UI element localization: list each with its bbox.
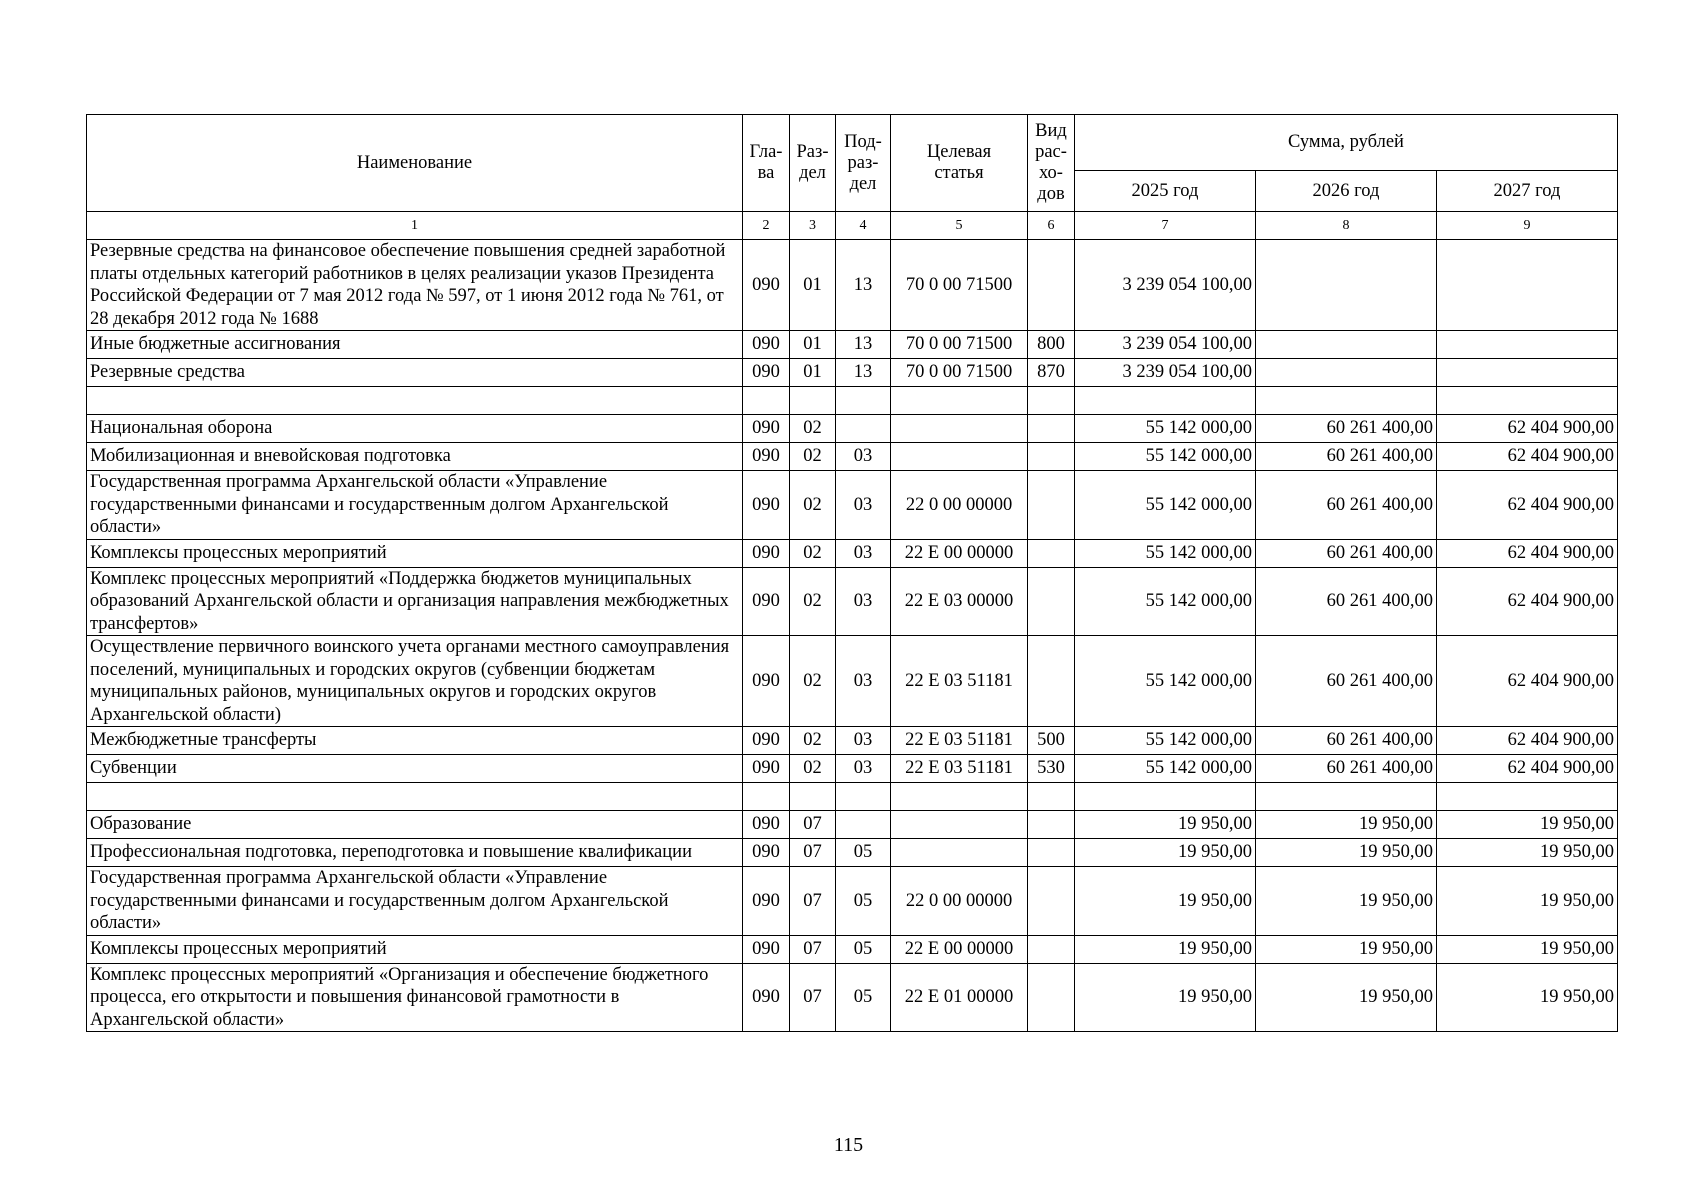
table-body (87, 240, 1618, 1032)
row-name: Мобилизационная и вневойсковая подготовка (87, 443, 743, 471)
row-vid (1028, 240, 1075, 331)
row-razdel: 07 (790, 811, 836, 839)
row-sum-2027: 19 950,00 (1437, 839, 1618, 867)
row-vid (1028, 811, 1075, 839)
row-glava: 090 (743, 240, 790, 331)
row-glava: 090 (743, 963, 790, 1032)
row-sum-2027: 62 404 900,00 (1437, 755, 1618, 783)
header-name: Наименование (87, 115, 743, 212)
row-razdel: 07 (790, 867, 836, 936)
row-sum-2026 (1256, 359, 1437, 387)
row-statya (891, 839, 1028, 867)
row-sum-2025: 19 950,00 (1075, 839, 1256, 867)
row-statya (891, 811, 1028, 839)
row-vid (1028, 567, 1075, 636)
row-vid: 500 (1028, 727, 1075, 755)
header-2027: 2027 год (1437, 171, 1618, 212)
row-vid: 800 (1028, 331, 1075, 359)
row-vid (1028, 415, 1075, 443)
row-sum-2026: 60 261 400,00 (1256, 727, 1437, 755)
column-number-row (87, 212, 1618, 240)
row-sum-2025: 55 142 000,00 (1075, 443, 1256, 471)
row-sum-2025 (1075, 783, 1256, 811)
row-glava (743, 387, 790, 415)
row-razdel: 01 (790, 240, 836, 331)
row-vid (1028, 443, 1075, 471)
row-sum-2027: 19 950,00 (1437, 963, 1618, 1032)
column-number: 9 (1437, 212, 1618, 240)
row-razdel (790, 783, 836, 811)
row-name: Иные бюджетные ассигнования (87, 331, 743, 359)
column-number: 1 (87, 212, 743, 240)
row-sum-2027: 62 404 900,00 (1437, 636, 1618, 727)
row-podrazdel: 03 (836, 443, 891, 471)
row-statya: 70 0 00 71500 (891, 240, 1028, 331)
row-razdel: 02 (790, 755, 836, 783)
table-row (87, 415, 1618, 443)
row-sum-2026: 19 950,00 (1256, 839, 1437, 867)
row-razdel: 02 (790, 443, 836, 471)
row-statya (891, 783, 1028, 811)
blank-row (87, 783, 1618, 811)
table-row (87, 839, 1618, 867)
row-razdel: 07 (790, 963, 836, 1032)
column-number: 4 (836, 212, 891, 240)
row-glava: 090 (743, 331, 790, 359)
row-statya: 22 Е 01 00000 (891, 963, 1028, 1032)
row-sum-2027 (1437, 783, 1618, 811)
row-name: Комплекс процессных мероприятий «Организация и обеспечение бюджетного процесса, его открытости и повышения финансовой грамотности в Архангельской области» (87, 963, 743, 1032)
row-sum-2025: 19 950,00 (1075, 963, 1256, 1032)
row-name (87, 783, 743, 811)
row-podrazdel: 13 (836, 331, 891, 359)
row-sum-2026: 19 950,00 (1256, 935, 1437, 963)
row-name: Резервные средства на финансовое обеспечение повышения средней заработной платы отдельных категорий работников в целях реализации указов Президента Российской Федерации от 7 мая 2012 года № 597, от 1 июня 2012 года № 761, от 28 декабря 2012 года № 1688 (87, 240, 743, 331)
row-statya: 22 0 00 00000 (891, 867, 1028, 936)
row-name: Резервные средства (87, 359, 743, 387)
row-razdel: 07 (790, 935, 836, 963)
header-vid: Вид рас- хо- дов (1028, 115, 1075, 212)
row-name (87, 387, 743, 415)
row-statya (891, 443, 1028, 471)
header-razdel: Раз- дел (790, 115, 836, 212)
row-vid (1028, 935, 1075, 963)
row-glava: 090 (743, 359, 790, 387)
table-row (87, 727, 1618, 755)
row-sum-2025 (1075, 387, 1256, 415)
row-razdel: 02 (790, 415, 836, 443)
row-glava: 090 (743, 567, 790, 636)
row-glava: 090 (743, 415, 790, 443)
column-number: 8 (1256, 212, 1437, 240)
row-glava: 090 (743, 867, 790, 936)
row-glava: 090 (743, 471, 790, 540)
row-sum-2027: 62 404 900,00 (1437, 727, 1618, 755)
header-2026: 2026 год (1256, 171, 1437, 212)
row-sum-2027: 19 950,00 (1437, 811, 1618, 839)
row-glava (743, 783, 790, 811)
header-statya: Целевая статья (891, 115, 1028, 212)
row-podrazdel (836, 415, 891, 443)
row-statya: 70 0 00 71500 (891, 331, 1028, 359)
row-sum-2025: 55 142 000,00 (1075, 415, 1256, 443)
row-sum-2025: 55 142 000,00 (1075, 471, 1256, 540)
row-name: Образование (87, 811, 743, 839)
row-sum-2026: 60 261 400,00 (1256, 636, 1437, 727)
row-podrazdel: 05 (836, 839, 891, 867)
row-sum-2025: 3 239 054 100,00 (1075, 359, 1256, 387)
table-row (87, 471, 1618, 540)
row-sum-2026: 60 261 400,00 (1256, 539, 1437, 567)
row-sum-2027 (1437, 359, 1618, 387)
row-vid (1028, 963, 1075, 1032)
row-sum-2026: 19 950,00 (1256, 963, 1437, 1032)
table-header (87, 115, 1618, 240)
header-glava: Гла- ва (743, 115, 790, 212)
row-name: Межбюджетные трансферты (87, 727, 743, 755)
row-razdel: 01 (790, 359, 836, 387)
row-podrazdel: 05 (836, 935, 891, 963)
row-vid (1028, 839, 1075, 867)
table-row (87, 359, 1618, 387)
row-podrazdel (836, 783, 891, 811)
table-row (87, 443, 1618, 471)
row-glava: 090 (743, 636, 790, 727)
row-vid (1028, 867, 1075, 936)
row-sum-2026 (1256, 331, 1437, 359)
row-statya: 22 Е 03 51181 (891, 755, 1028, 783)
row-statya: 22 Е 03 51181 (891, 636, 1028, 727)
row-podrazdel: 05 (836, 867, 891, 936)
row-sum-2025: 55 142 000,00 (1075, 539, 1256, 567)
row-name: Государственная программа Архангельской области «Управление государственными финансами и государственным долгом Архангельской области» (87, 867, 743, 936)
table-row (87, 240, 1618, 331)
row-sum-2025: 3 239 054 100,00 (1075, 240, 1256, 331)
row-vid: 870 (1028, 359, 1075, 387)
row-sum-2026 (1256, 240, 1437, 331)
row-glava: 090 (743, 727, 790, 755)
row-sum-2025: 3 239 054 100,00 (1075, 331, 1256, 359)
row-sum-2027: 62 404 900,00 (1437, 567, 1618, 636)
row-sum-2027 (1437, 387, 1618, 415)
row-razdel: 02 (790, 471, 836, 540)
column-number: 3 (790, 212, 836, 240)
row-sum-2026: 19 950,00 (1256, 811, 1437, 839)
row-glava: 090 (743, 935, 790, 963)
row-vid (1028, 636, 1075, 727)
row-podrazdel: 13 (836, 359, 891, 387)
row-glava: 090 (743, 811, 790, 839)
row-name: Комплексы процессных мероприятий (87, 935, 743, 963)
row-sum-2025: 19 950,00 (1075, 811, 1256, 839)
row-sum-2027: 62 404 900,00 (1437, 471, 1618, 540)
row-sum-2026 (1256, 783, 1437, 811)
row-sum-2025: 55 142 000,00 (1075, 567, 1256, 636)
row-podrazdel: 05 (836, 963, 891, 1032)
page-number: 115 (833, 1134, 864, 1156)
row-sum-2026: 60 261 400,00 (1256, 471, 1437, 540)
row-sum-2027: 19 950,00 (1437, 867, 1618, 936)
row-razdel: 02 (790, 567, 836, 636)
row-vid (1028, 783, 1075, 811)
row-statya: 22 Е 03 00000 (891, 567, 1028, 636)
row-razdel: 02 (790, 727, 836, 755)
row-podrazdel: 03 (836, 636, 891, 727)
row-razdel: 02 (790, 636, 836, 727)
header-summa: Сумма, рублей (1075, 115, 1618, 171)
table-row (87, 636, 1618, 727)
table-row (87, 567, 1618, 636)
table-row (87, 867, 1618, 936)
row-sum-2027: 62 404 900,00 (1437, 443, 1618, 471)
row-glava: 090 (743, 539, 790, 567)
row-statya: 22 Е 00 00000 (891, 935, 1028, 963)
row-sum-2026: 60 261 400,00 (1256, 415, 1437, 443)
column-number: 5 (891, 212, 1028, 240)
row-sum-2026: 60 261 400,00 (1256, 443, 1437, 471)
row-podrazdel (836, 387, 891, 415)
row-glava: 090 (743, 839, 790, 867)
table-row (87, 331, 1618, 359)
table-row (87, 755, 1618, 783)
row-glava: 090 (743, 755, 790, 783)
row-statya: 22 0 00 00000 (891, 471, 1028, 540)
row-podrazdel: 13 (836, 240, 891, 331)
row-sum-2025: 55 142 000,00 (1075, 636, 1256, 727)
row-name: Комплекс процессных мероприятий «Поддержка бюджетов муниципальных образований Архангельской области и организация направления межбюджетных трансфертов» (87, 567, 743, 636)
row-razdel (790, 387, 836, 415)
blank-row (87, 387, 1618, 415)
row-podrazdel: 03 (836, 567, 891, 636)
row-podrazdel (836, 811, 891, 839)
row-sum-2027: 62 404 900,00 (1437, 415, 1618, 443)
column-number: 7 (1075, 212, 1256, 240)
table-row (87, 811, 1618, 839)
row-razdel: 01 (790, 331, 836, 359)
row-statya: 22 Е 03 51181 (891, 727, 1028, 755)
row-sum-2026: 60 261 400,00 (1256, 755, 1437, 783)
row-podrazdel: 03 (836, 755, 891, 783)
row-razdel: 02 (790, 539, 836, 567)
budget-table (86, 114, 1618, 1032)
row-statya: 22 Е 00 00000 (891, 539, 1028, 567)
header-2025: 2025 год (1075, 171, 1256, 212)
column-number: 6 (1028, 212, 1075, 240)
row-sum-2027: 19 950,00 (1437, 935, 1618, 963)
row-name: Осуществление первичного воинского учета органами местного самоуправления поселений, муниципальных и городских округов (субвенции бюджетам муниципальных районов, муниципальных округов и городских округов Архангельской области) (87, 636, 743, 727)
row-podrazdel: 03 (836, 471, 891, 540)
row-statya: 70 0 00 71500 (891, 359, 1028, 387)
row-sum-2025: 55 142 000,00 (1075, 727, 1256, 755)
row-vid (1028, 471, 1075, 540)
column-number: 2 (743, 212, 790, 240)
row-name: Национальная оборона (87, 415, 743, 443)
row-name: Государственная программа Архангельской области «Управление государственными финансами и государственным долгом Архангельской области» (87, 471, 743, 540)
row-vid (1028, 387, 1075, 415)
row-glava: 090 (743, 443, 790, 471)
table-row (87, 935, 1618, 963)
row-sum-2025: 19 950,00 (1075, 935, 1256, 963)
row-sum-2027: 62 404 900,00 (1437, 539, 1618, 567)
row-sum-2027 (1437, 240, 1618, 331)
row-sum-2026 (1256, 387, 1437, 415)
header-podrazdel: Под- раз- дел (836, 115, 891, 212)
row-sum-2025: 19 950,00 (1075, 867, 1256, 936)
row-sum-2026: 60 261 400,00 (1256, 567, 1437, 636)
row-podrazdel: 03 (836, 727, 891, 755)
row-statya (891, 415, 1028, 443)
row-statya (891, 387, 1028, 415)
row-name: Комплексы процессных мероприятий (87, 539, 743, 567)
row-name: Субвенции (87, 755, 743, 783)
row-podrazdel: 03 (836, 539, 891, 567)
row-name: Профессиональная подготовка, переподготовка и повышение квалификации (87, 839, 743, 867)
table-row (87, 963, 1618, 1032)
row-vid: 530 (1028, 755, 1075, 783)
row-razdel: 07 (790, 839, 836, 867)
row-sum-2027 (1437, 331, 1618, 359)
table-row (87, 539, 1618, 567)
row-sum-2025: 55 142 000,00 (1075, 755, 1256, 783)
row-vid (1028, 539, 1075, 567)
row-sum-2026: 19 950,00 (1256, 867, 1437, 936)
